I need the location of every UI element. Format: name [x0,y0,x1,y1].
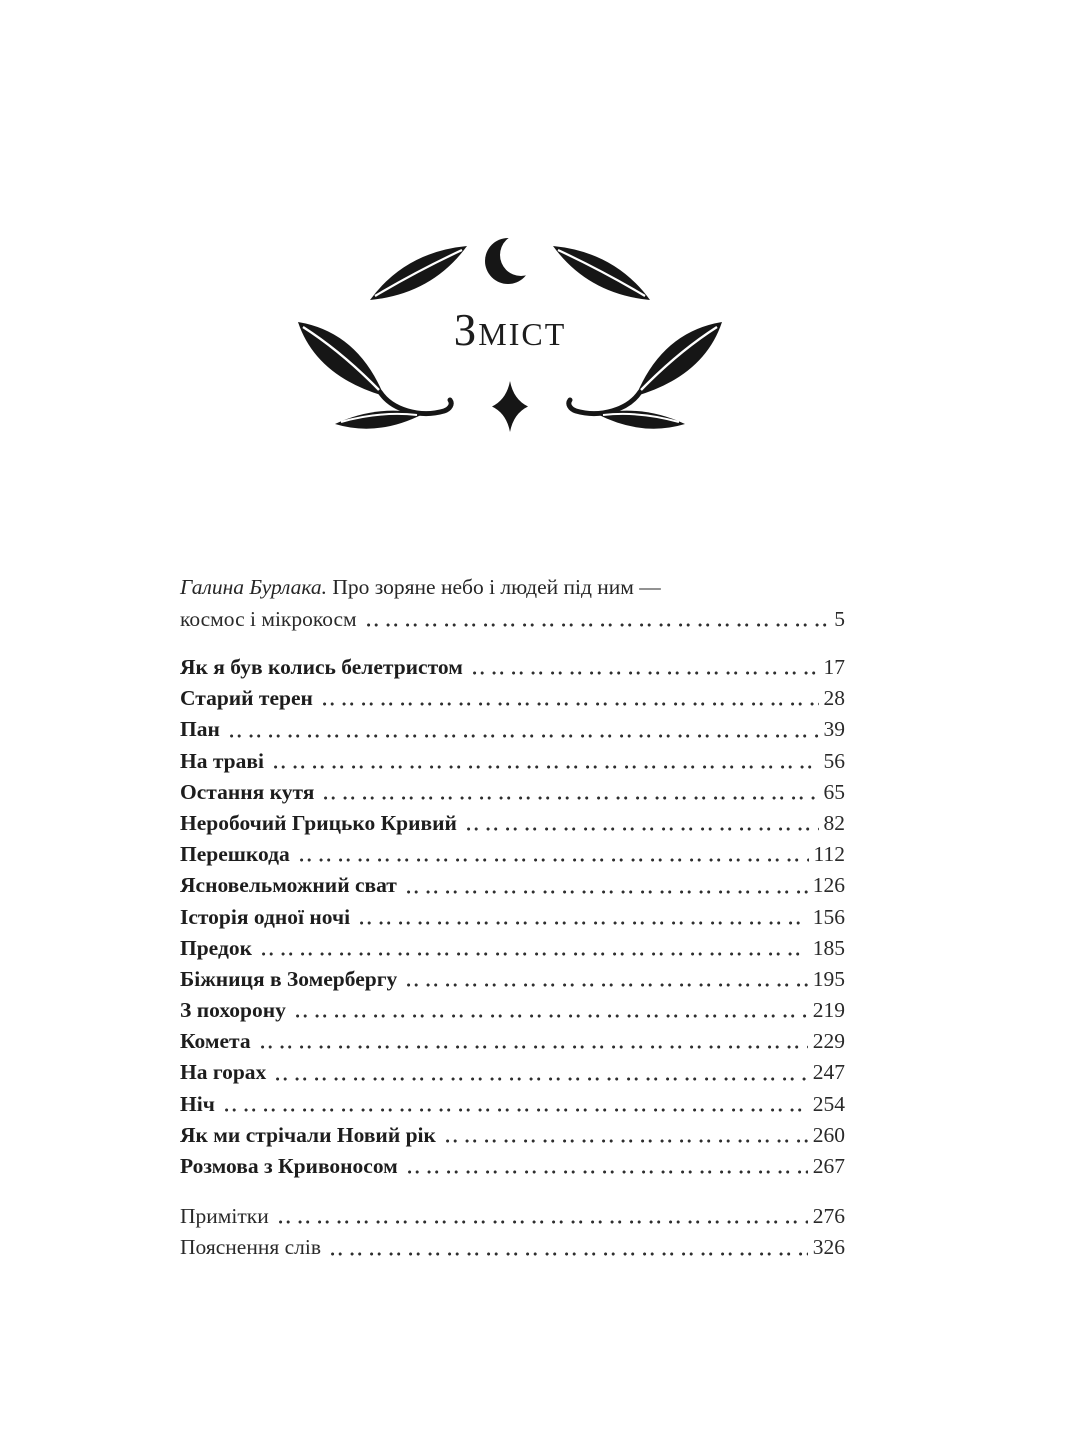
toc-entry-title: З похорону [180,998,286,1023]
toc-entry [180,1057,845,1088]
dot-leader [445,1139,808,1143]
toc-entry-page: 219 [812,998,845,1023]
chapter-ornament [290,234,730,446]
dot-leader [275,1077,807,1081]
toc-entry [180,1120,845,1151]
toc-entry [180,1026,845,1057]
toc-intro-title: Про зоряне небо і людей під ним — [332,575,661,599]
toc-entry-title: Предок [180,935,252,960]
dot-leader [273,765,819,769]
toc-entry-page: 276 [812,1204,845,1229]
toc-chapter-list [180,652,845,1182]
toc-entry-title: Пан [180,717,220,742]
page-title: Зміст [453,305,567,355]
toc-entry [180,870,845,901]
toc-entry-page: 28 [823,686,845,711]
top-left-leaf-icon [370,246,467,300]
dot-leader [406,890,808,894]
toc-entry-title: Як я був колись белетристом [180,655,463,679]
toc-entry-title: Історія одної ночі [180,904,351,929]
toc-intro-author: Галина Бурлака. [180,575,328,599]
dot-leader [261,952,808,956]
toc-entry [180,746,845,777]
toc-entry [180,777,845,808]
toc-entry-title: Пояснення слів [180,1235,322,1260]
toc-entry-page: 247 [812,1060,845,1085]
dot-leader [299,858,809,862]
toc-entry [180,902,845,933]
toc-entry [180,683,845,714]
dot-leader [224,1108,808,1112]
toc-appendix-list [180,1201,845,1263]
toc-intro-entry [180,572,845,635]
toc-entry-page: 260 [812,1122,845,1147]
toc-entry [180,652,845,683]
toc-entry [180,839,845,870]
toc-entry-page: 326 [812,1235,845,1260]
toc-entry-title: На горах [180,1060,267,1085]
toc-entry-title: космос і мікрокосм [180,606,357,631]
toc-entry-title: Комета [180,1029,251,1054]
dot-leader [295,1014,808,1018]
toc-entry [180,933,845,964]
toc-entry-title: Біжниця в Зомербергу [180,966,398,991]
dot-leader [359,921,808,925]
dot-leader [330,1252,808,1256]
toc-entry-page: 267 [812,1154,845,1178]
dot-leader [472,671,819,675]
toc-entry-title: Ніч [180,1091,215,1116]
toc-entry-title: Перешкода [180,842,290,867]
toc-entry-page: 5 [834,606,845,631]
dot-leader [322,702,819,706]
toc-entry [180,1089,845,1120]
toc-entry-title: Ясновельможний сват [180,873,397,898]
dot-leader [466,827,819,831]
toc-entry [180,808,845,839]
toc-entry-title: На траві [180,748,264,773]
toc-intro-line2 [180,604,845,636]
dot-leader [406,983,808,987]
crescent-moon-icon [485,234,542,284]
toc-entry [180,1201,845,1232]
dot-leader [229,734,819,738]
toc-entry [180,995,845,1026]
toc-entry-page: 65 [823,779,845,804]
toc-intro-line1 [180,572,845,604]
toc-entry-page: 195 [812,966,845,991]
toc-entry-page: 156 [812,904,845,929]
dot-leader [260,1045,808,1049]
toc-entry-page: 112 [813,842,845,867]
top-right-leaf-icon [553,246,650,300]
toc-entry [180,714,845,745]
dot-leader [323,796,818,800]
toc-entry-page: 17 [823,655,845,679]
toc-entry-title: Розмова з Кривоносом [180,1154,398,1178]
toc-entry-title: Старий терен [180,686,313,711]
toc-entry-page: 56 [823,748,845,773]
toc-entry-page: 229 [812,1029,845,1054]
dot-leader [366,623,830,627]
toc-entry [180,964,845,995]
table-of-contents [180,572,845,1264]
dot-leader [278,1220,808,1224]
toc-entry-page: 39 [823,717,845,742]
toc-entry-title: Неробочий Грицько Кривий [180,810,457,835]
dot-leader [407,1170,808,1174]
toc-entry-title: Як ми стрічали Новий рік [180,1122,436,1147]
sparkle-star-icon [492,381,528,432]
toc-entry-page: 185 [812,935,845,960]
toc-entry-title: Остання кутя [180,779,315,804]
toc-entry-title: Примітки [180,1204,269,1229]
toc-entry-page: 254 [812,1091,845,1116]
toc-entry-page: 82 [823,810,845,835]
toc-entry [180,1151,845,1182]
toc-entry-page: 126 [812,873,845,898]
toc-entry [180,1232,845,1263]
